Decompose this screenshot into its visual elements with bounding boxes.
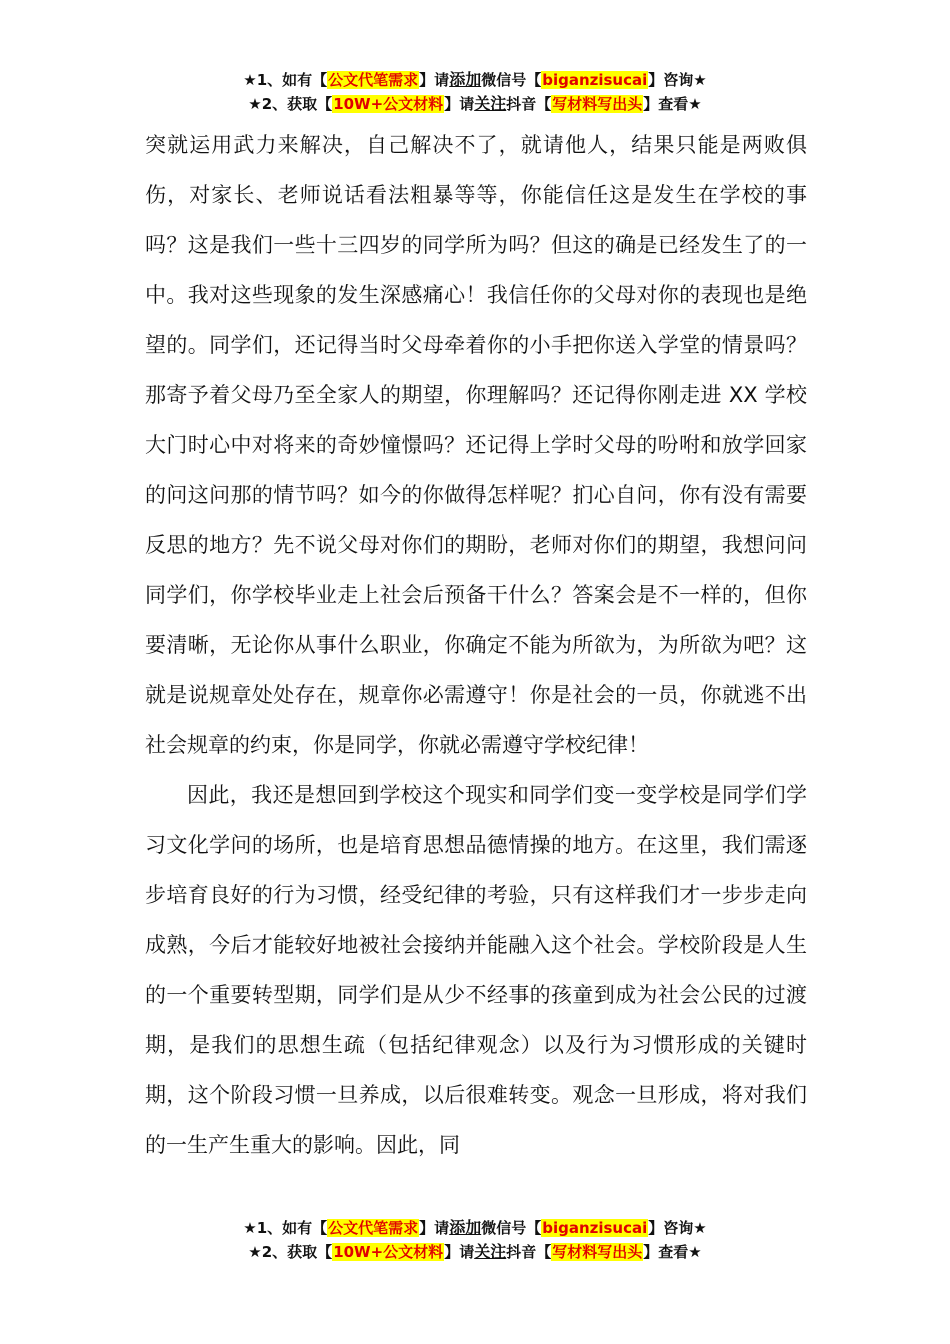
banner-line-1 [0,1216,950,1240]
banner-text: 】请 [419,1219,450,1237]
emphasis-text: 关注 [474,1242,507,1261]
emphasis-text: 添加 [449,1218,482,1237]
banner-text: ★2、获取【 [248,1243,333,1261]
banner-text: 】请 [444,95,475,113]
paragraph: 因此，我还是想回到学校这个现实和同学们变一变学校是同学们学习文化学问的场所，也是培育思想品德情操的地方。在这里，我们需逐步培育良好的行为习惯，经受纪律的考验，只有这样我们才一步步走向成熟，今后才能较好地被社会接纳并能融入这个社会。学校阶段是人生的一个重要转型期，同学们是从少不经事的孩童到成为社会公民的过渡期，是我们的思想生疏（包括纪律观念）以及行为习惯形成的关键时期，这个阶段习惯一旦养成，以后很难转变。观念一旦形成，将对我们的一生产生重大的影响。因此，同 [145,783,807,1157]
banner-text: ★1、如有【 [243,1219,328,1237]
highlight-tag: 公文代笔需求 [328,71,419,89]
banner-text: 】咨询★ [648,71,707,89]
banner-line-1 [0,68,950,92]
banner-text: 微信号【 [481,1219,542,1237]
highlight-tag: 10W+公文材料 [333,1243,444,1261]
banner-text: ★1、如有【 [243,71,328,89]
banner-text: 】查看★ [643,1243,702,1261]
paragraph: 突就运用武力来解决，自己解决不了，就请他人，结果只能是两败俱伤，对家长、老师说话看法粗暴等等，你能信任这是发生在学校的事吗？这是我们一些十三四岁的同学所为吗？但这的确是已经发生了的一中。我对这些现象的发生深感痛心！我信任你的父母对你的表现也是绝望的。同学们，还记得当时父母牵着你的小手把你送入学堂的情景吗？那寄予着父母乃至全家人的期望，你理解吗？还记得你刚走进 XX 学校大门时心中对将来的奇妙憧憬吗？还记得上学时父母的吩咐和放学回家的问这问那的情节吗？如今的你做得怎样呢？扪心自问，你有没有需要反思的地方？先不说父母对你们的期盼，老师对你们的期望，我想问问同学们，你学校毕业走上社会后预备干什么？答案会是不一样的，但你要清晰，无论你从事什么职业，你确定不能为所欲为，为所欲为吧？这就是说规章处处存在，规章你必需遵守！你是社会的一员，你就逃不出社会规章的约束，你是同学，你就必需遵守学校纪律！ [145,133,807,757]
banner-text: 】请 [419,71,450,89]
banner-text: ★2、获取【 [248,95,333,113]
emphasis-text: 添加 [449,70,482,89]
header-banner [0,68,950,116]
banner-text: 抖音【 [506,1243,552,1261]
banner-text: 抖音【 [506,95,552,113]
highlight-tag: 写材料写出头 [552,1243,643,1261]
banner-line-2 [0,1240,950,1264]
highlight-tag: 公文代笔需求 [328,1219,419,1237]
banner-text: 】请 [444,1243,475,1261]
highlight-tag: biganzisucai [542,1219,648,1237]
highlight-tag: 10W+公文材料 [333,95,444,113]
banner-text: 微信号【 [481,71,542,89]
banner-text: 】咨询★ [648,1219,707,1237]
highlight-tag: biganzisucai [542,71,648,89]
banner-line-2 [0,92,950,116]
footer-banner [0,1216,950,1264]
highlight-tag: 写材料写出头 [552,95,643,113]
emphasis-text: 关注 [474,94,507,113]
document-body [145,120,807,1170]
banner-text: 】查看★ [643,95,702,113]
